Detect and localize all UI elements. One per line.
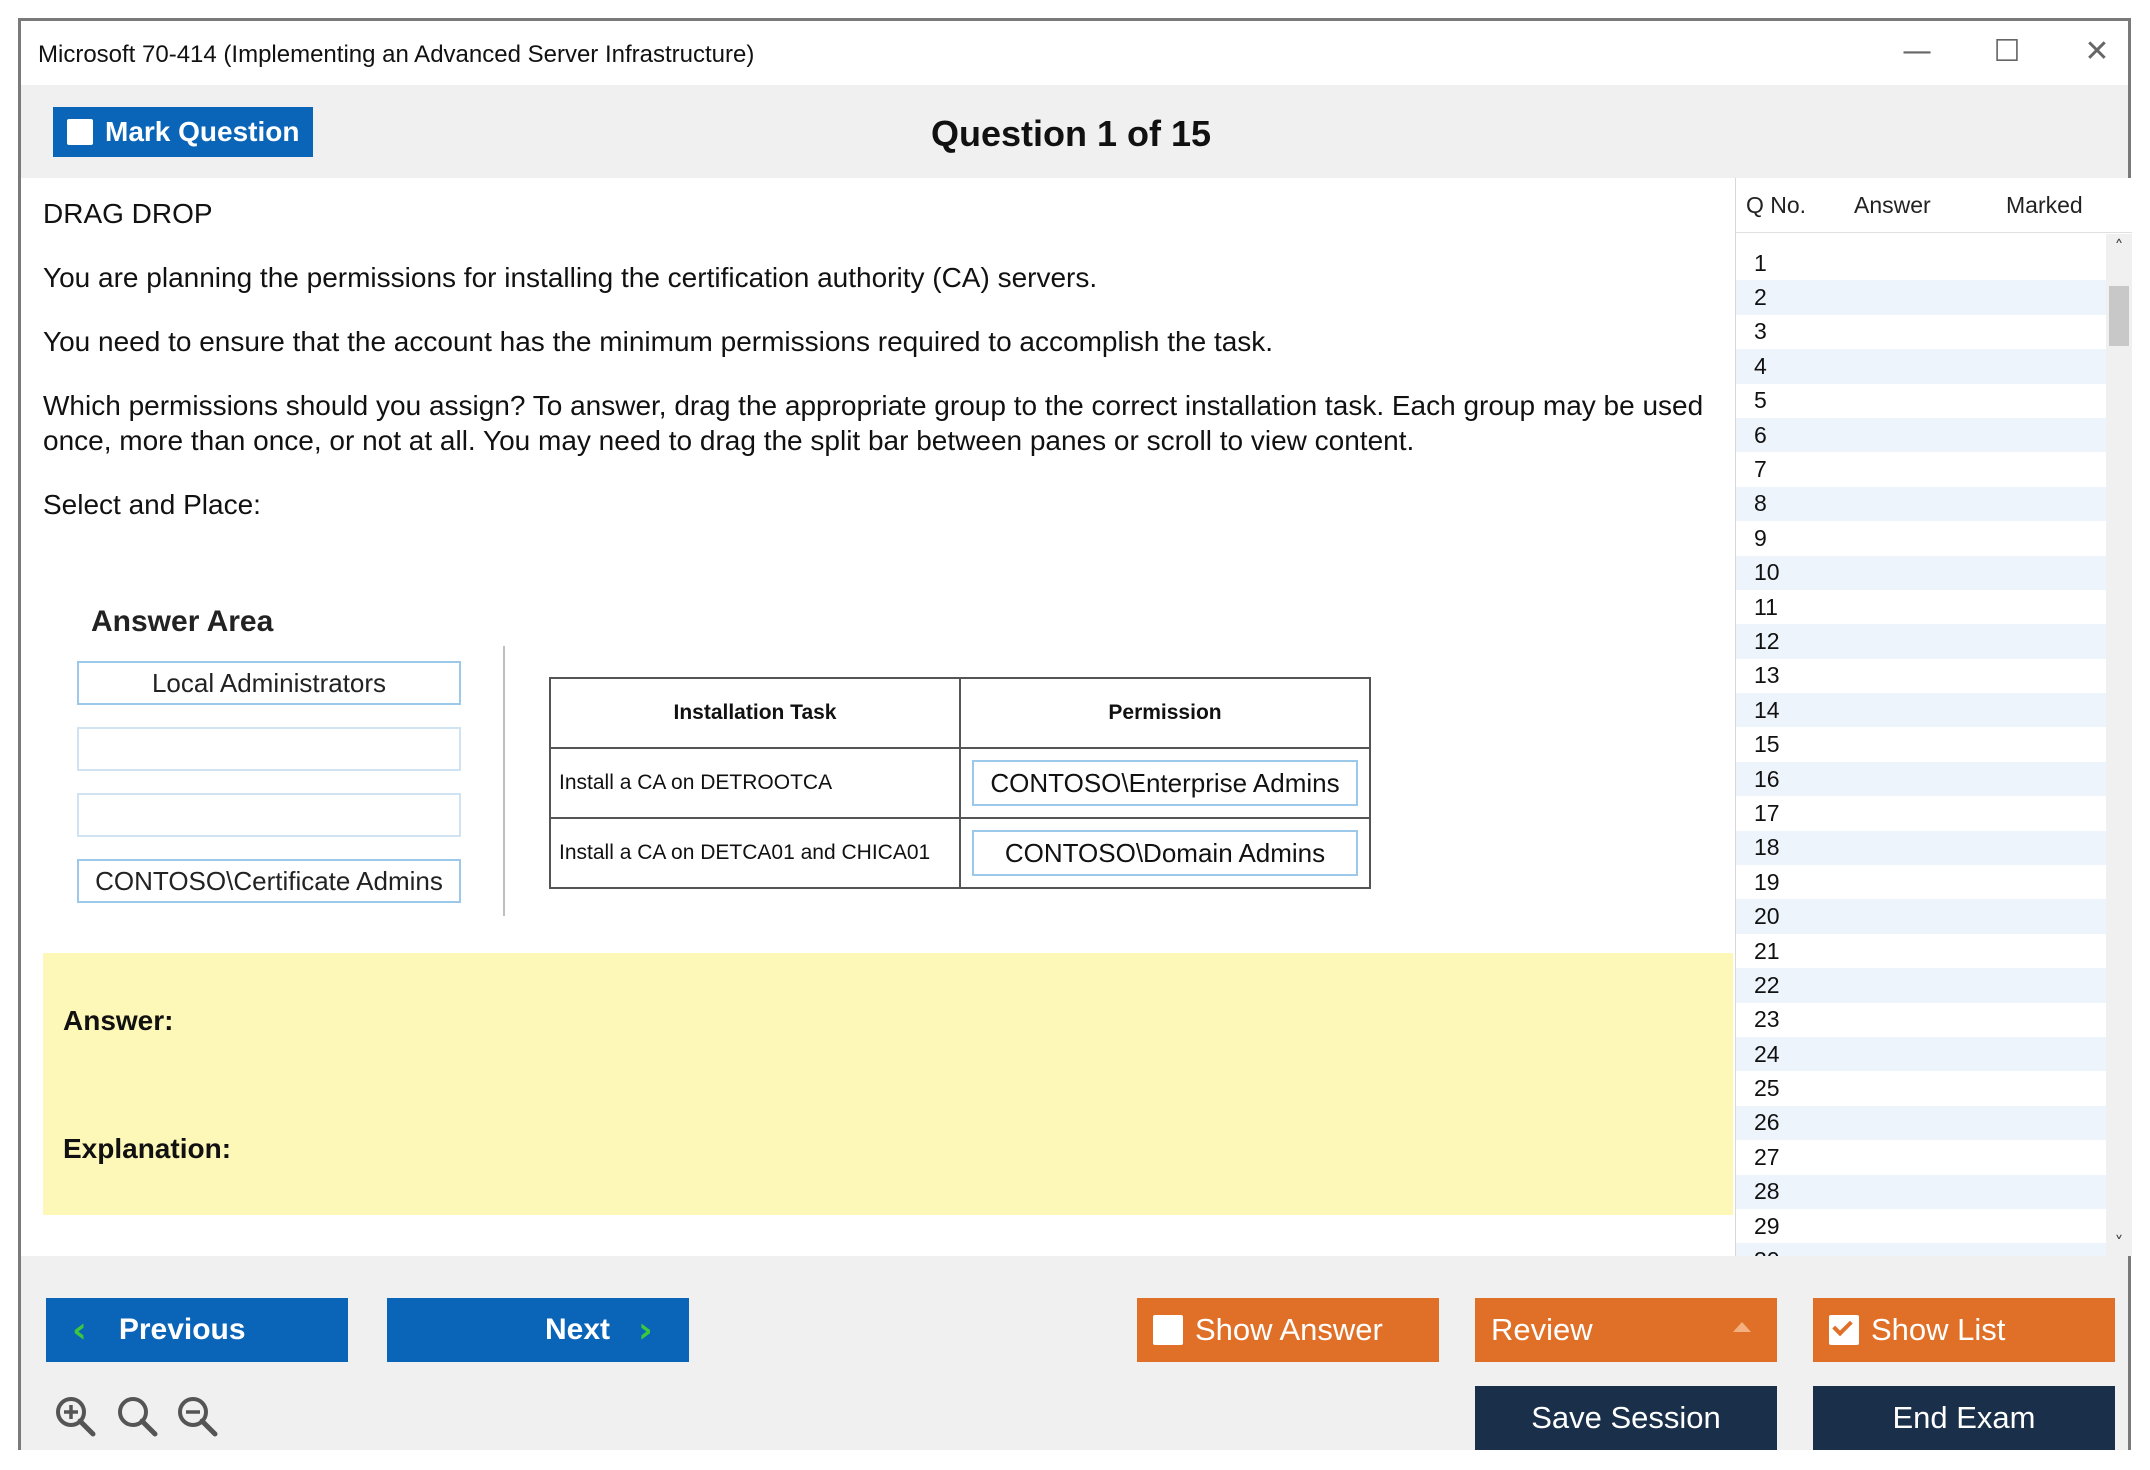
question-list-row[interactable] (1736, 487, 2106, 521)
question-list-row[interactable] (1736, 315, 2106, 349)
question-list-row[interactable] (1736, 1209, 2106, 1243)
question-list-rows (1736, 246, 2106, 1278)
explanation-label: Explanation: (63, 1133, 232, 1164)
column-header-qno[interactable]: Q No. (1746, 192, 1807, 218)
question-number: 25 (1754, 1075, 1780, 1102)
question-list-row[interactable] (1736, 624, 2106, 658)
question-list-row[interactable] (1736, 246, 2106, 280)
question-list-row[interactable] (1736, 762, 2106, 796)
checkbox-icon (1153, 1315, 1183, 1345)
review-label: Review (1491, 1312, 1593, 1347)
question-list-row[interactable] (1736, 452, 2106, 486)
column-header-marked[interactable]: Marked (2006, 192, 2083, 218)
question-number: 14 (1754, 696, 1780, 723)
question-number: 27 (1754, 1143, 1780, 1170)
question-list-row[interactable] (1736, 1175, 2106, 1209)
answer-explanation-panel (43, 953, 1733, 1215)
show-answer-button[interactable] (1137, 1298, 1439, 1362)
question-number: 16 (1754, 765, 1780, 792)
permission-cell (960, 748, 1370, 818)
question-number: 3 (1754, 318, 1767, 345)
permission-cell (960, 818, 1370, 888)
question-list-row[interactable] (1736, 349, 2106, 383)
question-number: 15 (1754, 731, 1780, 758)
question-number: 7 (1754, 456, 1767, 483)
question-paragraph: You are planning the permissions for installing the certification authority (CA) servers. (43, 262, 1098, 293)
show-list-label: Show List (1871, 1312, 2006, 1347)
question-counter: Question 1 of 15 (930, 113, 1212, 154)
maximize-button[interactable] (1967, 29, 2047, 73)
question-number: 18 (1754, 834, 1780, 861)
question-number: 22 (1754, 971, 1780, 998)
scrollbar[interactable] (2106, 234, 2132, 1256)
task-cell: Install a CA on DETROOTCA (550, 748, 960, 818)
question-list-row[interactable] (1736, 1071, 2106, 1105)
question-list-row[interactable] (1736, 659, 2106, 693)
drag-option: CONTOSO\Certificate Admins (77, 859, 461, 903)
question-number: 20 (1754, 903, 1780, 930)
drop-target: CONTOSO\Enterprise Admins (972, 760, 1358, 806)
footer-toolbar (21, 1256, 2128, 1450)
window-title: Microsoft 70-414 (Implementing an Advanced Server Infrastructure) (38, 41, 755, 68)
close-icon: ✕ (2084, 33, 2110, 69)
question-list-row[interactable] (1736, 934, 2106, 968)
question-number: 4 (1754, 352, 1767, 379)
checkbox-checked-icon (1829, 1315, 1859, 1345)
question-list-row[interactable] (1736, 521, 2106, 555)
zoom-out-icon[interactable] (175, 1394, 219, 1438)
question-list-row[interactable] (1736, 280, 2106, 314)
mark-question-label: Mark Question (105, 116, 300, 147)
question-list-row[interactable] (1736, 727, 2106, 761)
answer-area-exhibit (53, 581, 1383, 921)
question-number: 2 (1754, 284, 1767, 311)
divider (503, 646, 505, 916)
question-number: 12 (1754, 627, 1780, 654)
scroll-down-icon[interactable]: ˅ (2114, 1232, 2124, 1254)
show-answer-label: Show Answer (1195, 1312, 1383, 1347)
question-list-row[interactable] (1736, 899, 2106, 933)
question-paragraph: Select and Place: (43, 489, 261, 520)
next-button[interactable] (387, 1298, 689, 1362)
question-text (43, 196, 1733, 551)
question-number: 24 (1754, 1040, 1780, 1067)
scrollbar-thumb[interactable] (2109, 286, 2129, 346)
question-number: 5 (1754, 387, 1767, 414)
question-number: 1 (1754, 249, 1767, 276)
close-button[interactable] (2057, 29, 2137, 73)
save-session-button[interactable] (1475, 1386, 1777, 1450)
question-number: 21 (1754, 937, 1780, 964)
question-list-row[interactable] (1736, 1140, 2106, 1174)
chevron-left-icon: ‹ (72, 1309, 87, 1351)
caret-up-icon (1733, 1322, 1751, 1332)
question-number: 11 (1754, 593, 1778, 620)
question-list-row[interactable] (1736, 865, 2106, 899)
minimize-icon: — (1902, 33, 1932, 69)
chevron-right-icon: › (638, 1309, 653, 1351)
question-number: 8 (1754, 490, 1767, 517)
end-exam-button[interactable] (1813, 1386, 2115, 1450)
question-list-row[interactable] (1736, 384, 2106, 418)
question-list-row[interactable] (1736, 556, 2106, 590)
exam-window (18, 18, 2131, 1450)
question-header (21, 85, 2128, 178)
minimize-button[interactable] (1877, 29, 1957, 73)
next-label: Next (545, 1313, 611, 1346)
previous-label: Previous (118, 1313, 246, 1346)
table-row (550, 818, 1370, 888)
column-header-task: Installation Task (550, 678, 960, 748)
end-exam-label: End Exam (1892, 1400, 2036, 1435)
column-header-permission: Permission (960, 678, 1370, 748)
question-number: 29 (1754, 1212, 1780, 1239)
question-number: 6 (1754, 421, 1767, 448)
question-list-header (1736, 178, 2132, 233)
question-list-row[interactable] (1736, 1106, 2106, 1140)
question-number: 28 (1754, 1178, 1780, 1205)
question-number: 10 (1754, 559, 1780, 586)
drag-option-empty (77, 727, 461, 771)
answer-area-title: Answer Area (91, 605, 274, 638)
question-list-row[interactable] (1736, 1037, 2106, 1071)
show-list-button[interactable] (1813, 1298, 2115, 1362)
question-list-row[interactable] (1736, 418, 2106, 452)
drop-target: CONTOSO\Domain Admins (972, 830, 1358, 876)
question-number: 26 (1754, 1109, 1780, 1136)
review-button[interactable] (1475, 1298, 1777, 1362)
question-list (1735, 178, 2132, 1256)
question-list-row[interactable] (1736, 831, 2106, 865)
question-list-row[interactable] (1736, 1003, 2106, 1037)
maximize-icon: ☐ (1993, 33, 2021, 69)
task-cell: Install a CA on DETCA01 and CHICA01 (550, 818, 960, 888)
previous-button[interactable] (46, 1298, 348, 1362)
permissions-table (549, 677, 1371, 889)
question-number: 9 (1754, 524, 1767, 551)
drag-option-empty (77, 793, 461, 837)
table-row (550, 748, 1370, 818)
question-number: 19 (1754, 868, 1780, 895)
question-number: 23 (1754, 1006, 1780, 1033)
question-list-row[interactable] (1736, 693, 2106, 727)
column-header-answer[interactable]: Answer (1854, 192, 1931, 218)
answer-label: Answer: (63, 1005, 174, 1036)
zoom-in-icon[interactable] (53, 1394, 97, 1438)
zoom-reset-icon[interactable] (115, 1394, 159, 1438)
question-list-row[interactable] (1736, 968, 2106, 1002)
question-type: DRAG DROP (43, 198, 213, 229)
question-list-row[interactable] (1736, 796, 2106, 830)
scroll-up-icon[interactable]: ˄ (2114, 236, 2124, 258)
question-list-row[interactable] (1736, 590, 2106, 624)
question-number: 13 (1754, 662, 1780, 689)
drag-option: Local Administrators (77, 661, 461, 705)
title-bar (21, 21, 2128, 85)
question-number: 17 (1754, 799, 1780, 826)
question-paragraph: Which permissions should you assign? To answer, drag the appropriate group to the correct installation task. Each group may be used once, more than once, or not at all. You may need to drag the split bar between panes or scroll to view content. (43, 390, 1704, 456)
save-session-label: Save Session (1531, 1400, 1721, 1435)
question-paragraph: You need to ensure that the account has the minimum permissions required to accomplish the task. (43, 326, 1274, 357)
